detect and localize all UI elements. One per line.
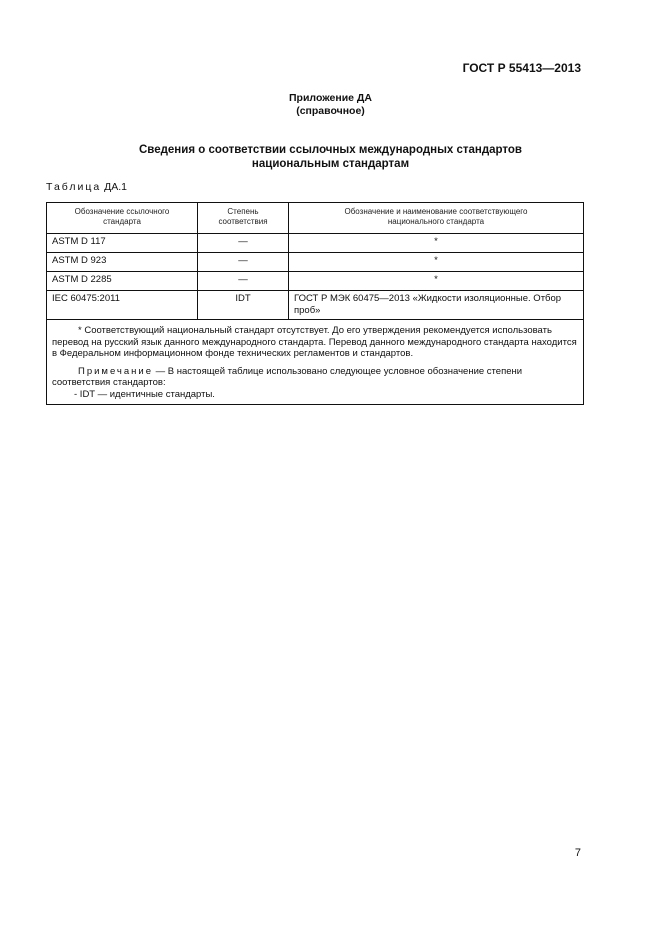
cell-reference: ASTM D 923 [47,253,198,272]
table-caption [46,181,127,193]
table-row [47,272,584,291]
cell-national: * [289,234,584,253]
cell-reference: ASTM D 2285 [47,272,198,291]
table-caption-id: ДА.1 [104,181,127,193]
table-row [47,253,584,272]
cell-reference: IEC 60475:2011 [47,291,198,320]
column-header-degree: Степень соответствия [198,203,289,234]
section-heading [0,143,661,171]
note-list-item: - IDT — идентичные стандарты. [74,388,215,400]
cell-national: * [289,272,584,291]
document-code: ГОСТ Р 55413—2013 [462,61,581,75]
section-heading-line-1: Сведения о соответствии ссылочных международных стандартов [138,144,522,156]
column-header-national: Обозначение и наименование соответствующего национального стандарта [289,203,584,234]
appendix-subtitle: (справочное) [296,105,365,117]
section-heading-line-2: национальным стандартам [251,158,410,170]
cell-reference: ASTM D 117 [47,234,198,253]
table-notes-row [47,320,584,405]
table-notes-cell [47,320,584,405]
reference-table [46,202,584,405]
table-row [47,234,584,253]
cell-national: * [289,253,584,272]
page-number: 7 [574,847,581,859]
cell-national: ГОСТ Р МЭК 60475—2013 «Жидкости изоляционные. Отбор проб» [289,291,584,320]
table-note [52,366,578,389]
table-row [47,291,584,320]
cell-degree: — [198,234,289,253]
appendix-header [0,92,661,118]
table-footnote: * Соответствующий национальный стандарт отсутствует. До его утверждения рекомендуется использовать перевод на русский язык данного международного стандарта. Перевод данного международного стандарта находится в Федеральном информационном фонде технических регламентов и стандартов. [52,325,577,359]
cell-degree: IDT [198,291,289,320]
column-header-reference: Обозначение ссылочного стандарта [47,203,198,234]
appendix-title: Приложение ДА [289,92,372,104]
cell-degree: — [198,272,289,291]
table-header-row [47,203,584,234]
cell-degree: — [198,253,289,272]
note-label: Примечание [78,365,153,377]
table-caption-word: Таблица [46,181,102,193]
note-text: — В настоящей таблице использовано следующее условное обозначение степени соответствия стандартов: [52,365,523,388]
